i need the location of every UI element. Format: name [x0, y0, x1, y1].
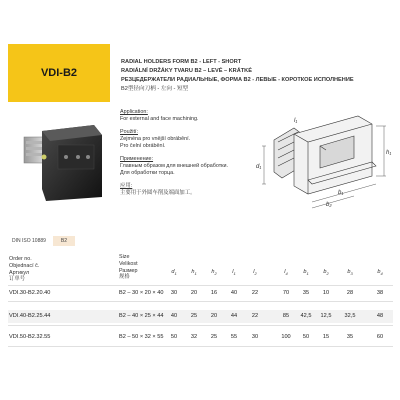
symbol-b2: $b_2$ — [323, 269, 329, 277]
cell-l1: 40 — [230, 290, 238, 296]
product-code: VDI-B2 — [40, 67, 78, 79]
title-ru: РЕЗЦЕДЕРЖАТЕЛИ РАДИАЛЬНЫЕ, ФОРМА В2 - ЛЕВЫЕ - КОРОТКОЕ ИСПОЛНЕНИЕ — [121, 77, 354, 83]
title-en: RADIAL HOLDERS FORM B2 - LEFT - SHORT — [121, 59, 242, 65]
svg-text:b₂: b₂ — [326, 202, 332, 208]
symbol-l2: $l_2$ — [253, 269, 257, 277]
standard-label: DIN ISO 10889 — [12, 237, 46, 244]
cell-h2: 16 — [210, 290, 218, 296]
size-value: B2 – 40 × 25 × 44 — [119, 313, 164, 319]
cell-d1: 40 — [170, 313, 178, 319]
product-table — [0, 250, 400, 400]
title-cz: RADIÁLNÍ DRŽÁKY TVARU B2 – LEVÉ – KRÁTKÉ — [121, 68, 252, 74]
header-order — [9, 256, 39, 283]
table-row — [8, 310, 393, 323]
application-text — [120, 109, 230, 203]
table-row — [8, 331, 393, 344]
size-value: B2 – 50 × 32 × 55 — [119, 334, 164, 340]
cell-l2: 30 — [251, 334, 259, 340]
table-divider — [8, 325, 393, 326]
header-order-en: Order no. — [9, 256, 32, 262]
symbol-b3: $b_3$ — [347, 269, 353, 277]
cell-l2: 22 — [251, 290, 259, 296]
standard-value: B2 — [53, 236, 75, 246]
symbol-l4: $l_4$ — [284, 269, 288, 277]
cell-b3: 32,5 — [344, 313, 356, 319]
order-number: VDI.30-B2.20.40 — [9, 290, 51, 296]
cell-b4: 48 — [376, 313, 384, 319]
cell-l4: 100 — [281, 334, 291, 340]
application-body: For external and face machining. — [120, 116, 199, 122]
cell-l1: 44 — [230, 313, 238, 319]
application-body: Zejména pro vnější obrábění. Pro čelní obrábění. — [120, 136, 191, 149]
table-divider — [8, 301, 393, 302]
application-body: 主要用于外圆车削及端面加工。 — [120, 190, 196, 196]
application-heading: Použití: — [120, 129, 138, 135]
product-code-badge — [8, 44, 110, 102]
header-order-cz: Objednací č. — [9, 262, 40, 269]
cell-h1: 20 — [190, 290, 198, 296]
technical-drawing — [254, 106, 392, 212]
application-heading: 应用: — [120, 183, 133, 189]
svg-text:b₁: b₁ — [338, 190, 344, 196]
cell-b2: 15 — [322, 334, 330, 340]
order-number: VDI.50-B2.32.55 — [9, 334, 51, 340]
cell-h1: 25 — [190, 313, 198, 319]
cell-b2: 12,5 — [320, 313, 332, 319]
header-size-cz: Velikost — [119, 260, 138, 267]
symbol-b1: $b_1$ — [303, 269, 309, 277]
size-value: B2 – 30 × 20 × 40 — [119, 290, 164, 296]
symbol-b4: $b_4$ — [377, 269, 383, 277]
symbol-d1: $d_1$ — [171, 269, 177, 277]
cell-b4: 60 — [376, 334, 384, 340]
cell-h2: 25 — [210, 334, 218, 340]
application-cn — [120, 183, 230, 197]
cell-b4: 38 — [376, 290, 384, 296]
order-number: VDI.40-B2.25.44 — [9, 313, 51, 319]
cell-d1: 50 — [170, 334, 178, 340]
header-order-ru: Артикул — [9, 269, 30, 276]
cell-h2: 20 — [210, 313, 218, 319]
cell-l4: 85 — [282, 313, 290, 319]
header-size-en: Size — [119, 254, 130, 260]
header-order-cn: 订单号 — [9, 276, 26, 283]
cell-l1: 55 — [230, 334, 238, 340]
product-titles — [121, 58, 396, 94]
header-size-cn: 规格 — [119, 274, 130, 281]
cell-b1: 42,5 — [300, 313, 312, 319]
cell-h1: 32 — [190, 334, 198, 340]
application-cz — [120, 129, 230, 150]
cell-b2: 10 — [322, 290, 330, 296]
header-size — [119, 254, 138, 281]
cell-l2: 22 — [251, 313, 259, 319]
application-en — [120, 109, 230, 123]
cell-b1: 35 — [302, 290, 310, 296]
application-ru — [120, 156, 230, 177]
cell-d1: 30 — [170, 290, 178, 296]
svg-text:d₁: d₁ — [256, 164, 262, 170]
table-divider — [8, 346, 393, 347]
product-photo — [14, 117, 110, 203]
application-heading: Применение: — [120, 156, 154, 162]
svg-text:h₁: h₁ — [386, 150, 392, 156]
table-row — [8, 287, 393, 300]
cell-b1: 50 — [302, 334, 310, 340]
standard-info — [8, 234, 75, 247]
svg-text:l₁: l₁ — [294, 118, 298, 124]
cell-l4: 70 — [282, 290, 290, 296]
application-heading: Application: — [120, 109, 148, 115]
cell-b3: 35 — [346, 334, 354, 340]
header-size-ru: Размер — [119, 267, 138, 274]
application-body: Главным образом для внешней обработки. Для обработки торца. — [120, 163, 229, 176]
symbol-l1: $l_1$ — [232, 269, 236, 277]
cell-b3: 28 — [346, 290, 354, 296]
table-divider — [8, 285, 393, 286]
symbol-h1: $h_1$ — [191, 269, 197, 277]
symbol-h2: $h_2$ — [211, 269, 217, 277]
title-cn: B2型径向刀柄 - 左向 - 短型 — [121, 86, 189, 92]
